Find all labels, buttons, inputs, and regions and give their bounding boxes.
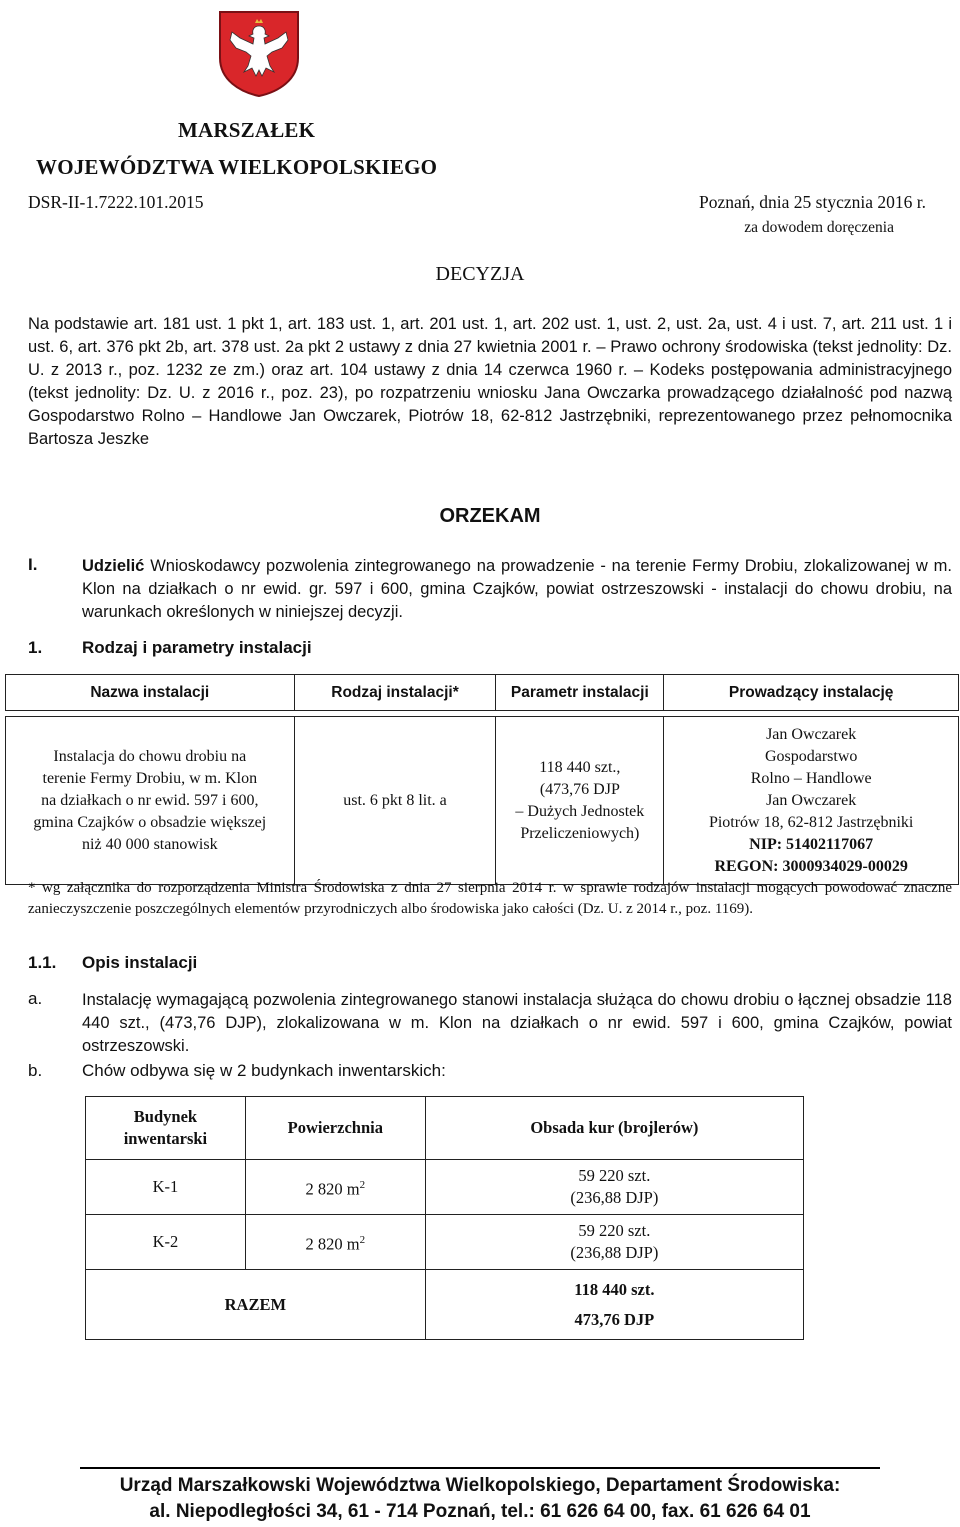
delivery-note: za dowodem doręczenia xyxy=(744,219,894,236)
installation-name-cell xyxy=(6,717,295,885)
section-1-title: Rodzaj i parametry instalacji xyxy=(82,638,312,657)
table-header-cell: Prowadzący instalację xyxy=(664,675,959,711)
installation-param-cell xyxy=(496,717,664,885)
djp-value: (236,88 DJP) xyxy=(570,1243,659,1262)
installation-name-line: gmina Czajków o obsadzie większej xyxy=(33,813,267,831)
total-djp: 473,76 DJP xyxy=(574,1309,655,1329)
table-header-cell xyxy=(86,1097,246,1160)
table-header-cell: Nazwa instalacji xyxy=(6,675,295,711)
footer-divider xyxy=(80,1467,880,1469)
item-b-number: b. xyxy=(28,1061,43,1080)
param-line: – Dużych Jednostek xyxy=(515,802,645,820)
footer-line-1: Urząd Marszałkowski Województwa Wielkopolskiego, Departament Środowiska: xyxy=(119,1475,841,1496)
decision-verb: Udzielić xyxy=(82,557,145,575)
footer-line-2: al. Niepodległości 34, 61 - 714 Poznań, tel.: 61 626 64 00, fax. 61 626 64 01 xyxy=(149,1501,811,1522)
operator-line: Jan Owczarek xyxy=(766,791,857,809)
place-date: Poznań, dnia 25 stycznia 2016 r. xyxy=(699,192,926,212)
total-label: RAZEM xyxy=(86,1270,426,1340)
table-row xyxy=(86,1160,804,1215)
param-line: 118 440 szt., xyxy=(539,758,621,776)
building-cell: K-2 xyxy=(86,1215,246,1270)
table-header-cell: Rodzaj instalacji* xyxy=(294,675,496,711)
table-row xyxy=(86,1215,804,1270)
installation-name-line: Instalacja do chowu drobiu na xyxy=(53,747,247,765)
operator-regon: REGON: 3000934029-00029 xyxy=(714,857,908,875)
installation-name-line: na działkach o nr ewid. 597 i 600, xyxy=(41,791,259,809)
orzekam-heading: ORZEKAM xyxy=(439,505,541,527)
section-11-title: Opis instalacji xyxy=(82,953,198,972)
installation-type-cell: ust. 6 pkt 8 lit. a xyxy=(294,717,496,885)
document-title: DECYZJA xyxy=(435,263,525,285)
operator-line: Gospodarstwo xyxy=(764,747,858,765)
area-cell xyxy=(245,1215,425,1270)
installation-name-line: niż 40 000 stanowisk xyxy=(82,835,218,853)
installation-table xyxy=(5,674,959,885)
table-header-row xyxy=(6,675,959,711)
count-cell xyxy=(425,1160,803,1215)
item-a-text: Instalację wymagającą pozwolenia zintegrowanego stanowi instalacja służąca do chowu drobiu o łącznej obsadzie 118 440 szt., (473,76 DJP), zlokalizowana w m. Klon na działkach o nr ewid. 597 i 600, gmina Czajków, powiat ostrzeszowski. xyxy=(82,991,952,1055)
coat-of-arms-icon xyxy=(218,10,300,98)
operator-line: Piotrów 18, 62-812 Jastrzębniki xyxy=(708,813,914,831)
installation-name-line: terenie Fermy Drobiu, w m. Klon xyxy=(42,769,258,787)
legal-basis-paragraph: Na podstawie art. 181 ust. 1 pkt 1, art. 183 ust. 1, art. 201 ust. 1, art. 202 ust. 1, ust. 2, ust. 2a, ust. 4 i ust. 7, art. 211 ust. 1 i ust. 6, art. 376 pkt 2b, art. 378 ust. 2a pkt 2 ustawy z dnia 27 kwietnia 2001 r. – Prawo ochrony środowiska (tekst jednolity: Dz. U. z 2013 r., poz. 1232 ze zm.) oraz art. 104 ustawy z dnia 14 czerwca 1960 r. – Kodeks postępowania administracyjnego (tekst jednolity: Dz. U. z 2016 r., poz. 23), po rozpatrzeniu wniosku Jana Owczarka prowadzącego działalność pod nazwą Gospodarstwo Rolno – Handlowe Jan Owczarek, Piotrów 18, 62-812 Jastrzębniki, reprezentowanego przez pełnomocnika Bartosza Jeszke xyxy=(28,315,952,448)
footnote: * wg załącznika do rozporządzenia Ministra Środowiska z dnia 27 sierpnia 2014 r. w sprawie rodzajów instalacji mogących powodować znaczne zanieczyszczenie poszczególnych elementów przyrodniczych albo środowiska jako całości (Dz. U. z 2014 r., poz. 1169). xyxy=(28,880,952,917)
table-row xyxy=(6,717,959,885)
decision-text: Wnioskodawcy pozwolenia zintegrowanego na prowadzenie - na terenie Fermy Drobiu, zlokalizowanej w m. Klon na działkach o nr ewid. gr. 597 i 600, gmina Czajków, powiat ostrzeszowski - instalacji do chowu drobiu, na warunkach określonych w niniejszej decyzji. xyxy=(82,557,952,621)
area-cell xyxy=(245,1160,425,1215)
building-header: Budynek inwentarski xyxy=(123,1107,208,1148)
total-count: 118 440 szt. xyxy=(574,1279,655,1299)
section-1-number: 1. xyxy=(28,638,43,657)
section-11-number: 1.1. xyxy=(28,953,57,972)
count-value: 59 220 szt. xyxy=(578,1166,651,1185)
operator-cell xyxy=(664,717,959,885)
table-header-cell: Powierzchnia xyxy=(245,1097,425,1160)
buildings-table xyxy=(85,1096,804,1340)
param-line: (473,76 DJP xyxy=(539,780,620,798)
operator-nip: NIP: 51402117067 xyxy=(749,835,874,853)
section-I-number: I. xyxy=(28,555,38,574)
count-cell xyxy=(425,1215,803,1270)
count-value: 59 220 szt. xyxy=(578,1221,651,1240)
area-value: 2 820 m xyxy=(305,1179,360,1199)
area-unit-exponent: 2 xyxy=(359,1233,366,1246)
case-number: DSR-II-1.7222.101.2015 xyxy=(28,192,204,212)
section-I-text xyxy=(82,555,952,624)
area-unit-exponent: 2 xyxy=(359,1178,366,1191)
total-cell xyxy=(425,1270,803,1340)
table-header-row xyxy=(86,1097,804,1160)
djp-value: (236,88 DJP) xyxy=(570,1188,659,1207)
total-row xyxy=(86,1270,804,1340)
authority-subtitle: WOJEWÓDZTWA WIELKOPOLSKIEGO xyxy=(36,155,438,179)
operator-line: Jan Owczarek xyxy=(766,725,857,743)
area-value: 2 820 m xyxy=(305,1234,360,1254)
authority-title: MARSZAŁEK xyxy=(178,118,316,142)
table-header-cell: Obsada kur (brojlerów) xyxy=(425,1097,803,1160)
table-header-cell: Parametr instalacji xyxy=(496,675,664,711)
operator-line: Rolno – Handlowe xyxy=(750,769,872,787)
param-line: Przeliczeniowych) xyxy=(520,824,640,842)
building-cell: K-1 xyxy=(86,1160,246,1215)
item-b-text: Chów odbywa się w 2 budynkach inwentarskich: xyxy=(82,1061,446,1080)
item-a-number: a. xyxy=(28,989,43,1008)
